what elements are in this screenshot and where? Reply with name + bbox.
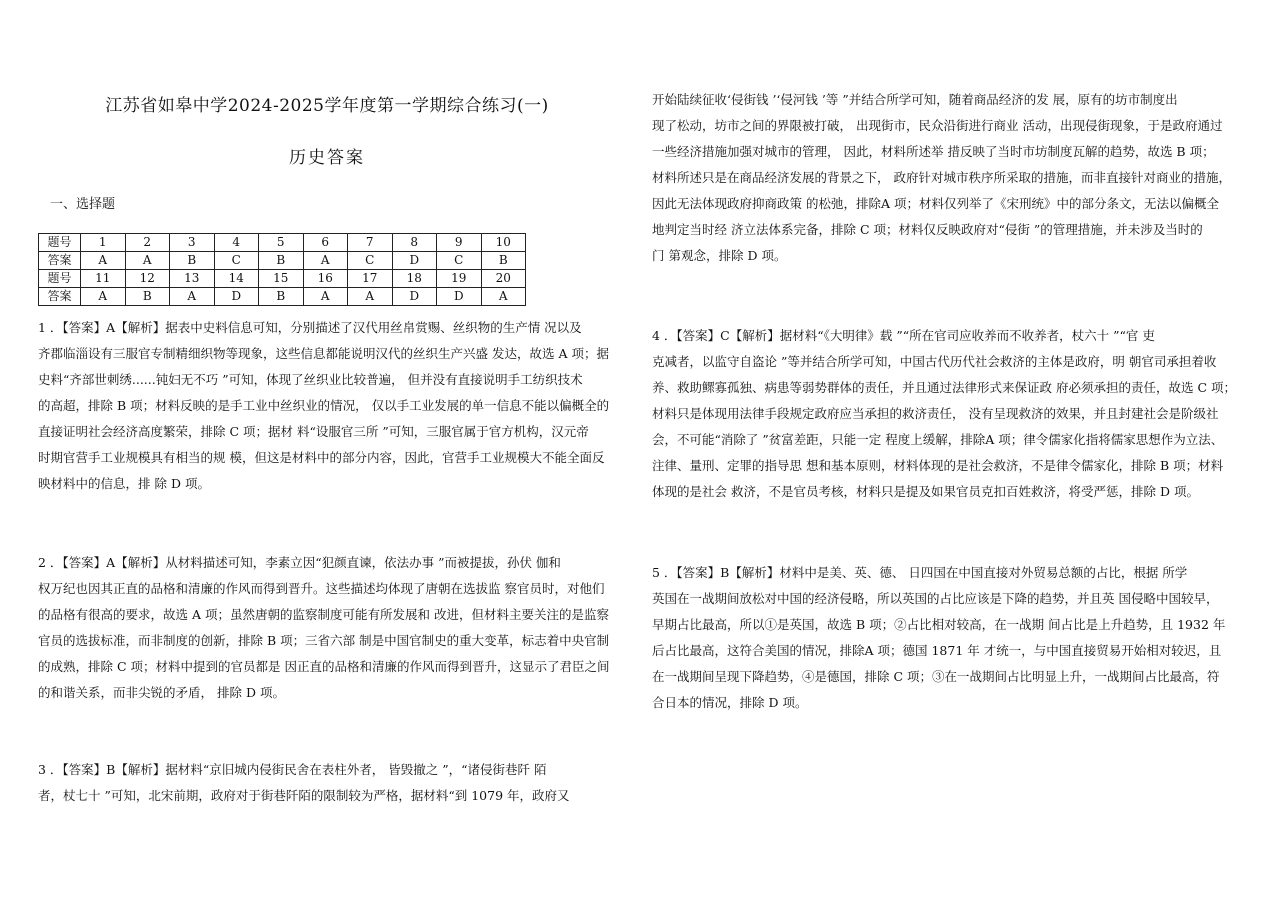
paragraph-line: 1 ．【答案】A【解析】据表中史料信息可知，分别描述了汉代用丝帛赏赐、丝织物的生产情 况以及 (38, 320, 582, 335)
document-subtitle: 历史答案 (289, 148, 365, 168)
table-cell: 6 (303, 234, 348, 252)
table-cell: 18 (392, 270, 437, 288)
table-cell: 19 (437, 270, 482, 288)
paragraph-line: 体现的是社会 救济，不是官员考核，材料只是提及如果官员克扣百姓救济，将受严惩，排除 D 项。 (652, 484, 1199, 499)
table-row (39, 288, 526, 306)
table-cell: 11 (81, 270, 126, 288)
paragraph-line: 的品格有很高的要求，故选 A 项；虽然唐朝的监察制度可能有所发展和 改进，但材料主要关注的是监察 (38, 607, 609, 622)
table-row (39, 252, 526, 270)
paragraph-line: 注律、量刑、定罪的指导思 想和基本原则，材料体现的是社会救济，不是律令儒家化，排除 B 项；材料 (652, 458, 1224, 473)
table-cell: 4 (214, 234, 259, 252)
section-heading: 一、选择题 (50, 197, 116, 212)
table-cell: B (125, 288, 170, 306)
table-cell: B (481, 252, 526, 270)
paragraph-line: 材料只是体现用法律手段规定政府应当承担的救济责任， 没有呈现救济的效果，并且封建社会是阶级社 (652, 406, 1219, 421)
table-cell: 14 (214, 270, 259, 288)
table-cell: 5 (259, 234, 304, 252)
table-cell: D (392, 288, 437, 306)
table-cell: 7 (348, 234, 393, 252)
table-cell: A (481, 288, 526, 306)
document-title: 江苏省如皋中学2024-2025学年度第一学期综合练习(一) (105, 96, 549, 116)
table-cell: A (125, 252, 170, 270)
answer-explanation-5 (652, 560, 1248, 716)
table-cell: D (214, 288, 259, 306)
answer-explanation-2 (38, 550, 616, 706)
paragraph-line: 早期占比最高，所以①是英国，故选 B 项；②占比相对较高，在一战期 间占比是上升趋势，且 1932 年 (652, 617, 1226, 632)
table-row-header: 答案 (39, 288, 81, 306)
paragraph-line: 映材料中的信息，排 除 D 项。 (38, 476, 210, 491)
table-cell: A (303, 252, 348, 270)
paragraph-line: 者，杖七十 ”可知，北宋前期，政府对于街巷阡陌的限制较为严格，据材料“到 1079 年，政府又 (38, 788, 570, 803)
paragraph-line: 时期官营手工业规模具有相当的规 模，但这是材料中的部分内容，因此，官营手工业规模大不能全面反 (38, 450, 605, 465)
table-row-header: 题号 (39, 270, 81, 288)
paragraph-line: 史料“齐部世刺绣......钝妇无不巧 ”可知，体现了丝织业比较普遍， 但并没有直接说明手工纺织技术 (38, 372, 583, 387)
table-row (39, 234, 526, 252)
paragraph-line: 的成熟，排除 C 项；材料中提到的官员都是 因正直的品格和清廉的作风而得到晋升，这显示了君臣之间 (38, 659, 610, 674)
table-cell: B (170, 252, 215, 270)
paragraph-line: 官员的选拔标准，而非制度的创新，排除 B 项；三省六部 制是中国官制史的重大变革，标志着中央官制 (38, 633, 610, 648)
table-cell: 17 (348, 270, 393, 288)
table-cell: 1 (81, 234, 126, 252)
table-cell: 20 (481, 270, 526, 288)
paragraph-line: 4 ．【答案】C【解析】据材料“《大明律》载 ”“所在官司应收养而不收养者，杖六十 ”“官 吏 (652, 328, 1155, 343)
paragraph-line: 合日本的情况，排除 D 项。 (652, 695, 808, 710)
paragraph-line: 材料所述只是在商品经济发展的背景之下， 政府针对城市秩序所采取的措施，而非直接针对商业的措施， (652, 170, 1231, 185)
table-cell: A (348, 288, 393, 306)
table-cell: 9 (437, 234, 482, 252)
table-cell: B (259, 252, 304, 270)
table-cell: C (348, 252, 393, 270)
paragraph-line: 后占比最高，这符合美国的情况，排除A 项；德国 1871 年 才统一，与中国直接贸易开始相对较迟，且 (652, 643, 1222, 658)
paragraph-line: 3 ．【答案】B【解析】据材料“京旧城内侵街民舍在表柱外者， 皆毁撤之 ”，“诸侵街巷阡 陌 (38, 762, 547, 777)
table-cell: 13 (170, 270, 215, 288)
paragraph-line: 现了松动，坊市之间的界限被打破， 出现街市，民众沿街进行商业 活动，出现侵街现象，于是政府通过 (652, 118, 1223, 133)
table-cell: 3 (170, 234, 215, 252)
answer-explanation-4 (652, 323, 1248, 505)
paragraph-line: 英国在一战期间放松对中国的经济侵略，所以英国的占比应该是下降的趋势，并且英 国侵略中国较早， (652, 591, 1219, 606)
paragraph-line: 因此无法体现政府抑商政策 的松弛，排除A 项；材料仅列举了《宋刑统》中的部分条文，无法以偏概全 (652, 196, 1219, 211)
answer-explanation-1 (38, 315, 616, 497)
paragraph-line: 的高超，排除 B 项；材料反映的是手工业中丝织业的情况， 仅以手工业发展的单一信息不能以偏概全的 (38, 398, 610, 413)
paragraph-line: 在一战期间呈现下降趋势，④是德国，排除 C 项；③在一战期间占比明显上升，一战期间占比最高，符 (652, 669, 1220, 684)
paragraph-line: 齐郡临淄设有三服官专制精细织物等现象，这些信息都能说明汉代的丝织生产兴盛 发达，故选 A 项；据 (38, 346, 609, 361)
paragraph-line: 2 ．【答案】A【解析】从材料描述可知，李素立因“犯颜直谏，依法办事 ”而被提拔，孙伏 伽和 (38, 555, 561, 570)
table-cell: A (81, 252, 126, 270)
paragraph-line: 一些经济措施加强对城市的管理， 因此，材料所述举 措反映了当时市坊制度瓦解的趋势，故选 B 项； (652, 144, 1215, 159)
paragraph-line: 的和谐关系，而非尖锐的矛盾， 排除 D 项。 (38, 685, 285, 700)
table-cell: A (170, 288, 215, 306)
table-cell: B (259, 288, 304, 306)
table-cell: C (214, 252, 259, 270)
paragraph-line: 门 第观念，排除 D 项。 (652, 248, 787, 263)
table-cell: D (392, 252, 437, 270)
paragraph-line: 养、救助鳏寡孤独、病患等弱势群体的责任，并且通过法律形式来保证政 府必须承担的责任，故选 C 项； (652, 380, 1236, 395)
answer-table (38, 233, 526, 306)
paragraph-line: 地判定当时经 济立法体系完备，排除 C 项；材料仅反映政府对“侵街 ”的管理措施，并未涉及当时的 (652, 222, 1203, 237)
table-row-header: 题号 (39, 234, 81, 252)
table-row-header: 答案 (39, 252, 81, 270)
table-row (39, 270, 526, 288)
answer-explanation-3-continued (652, 87, 1248, 269)
paragraph-line: 克减者，以监守自盗论 ”等并结合所学可知，中国古代历代社会救济的主体是政府，明 朝官司承担着收 (652, 354, 1217, 369)
table-cell: 10 (481, 234, 526, 252)
paragraph-line: 会，不可能“消除了 ”贫富差距，只能一定 程度上缓解，排除A 项；律令儒家化指将儒家思想作为立法、 (652, 432, 1224, 447)
table-cell: 2 (125, 234, 170, 252)
table-cell: D (437, 288, 482, 306)
table-cell: 12 (125, 270, 170, 288)
paragraph-line: 5 ．【答案】B【解析】材料中是美、英、德、 日四国在中国直接对外贸易总额的占比，根据 所学 (652, 565, 1188, 580)
paragraph-line: 开始陆续征收‘侵街钱 ’‘侵河钱 ’等 ”并结合所学可知，随着商品经济的发 展，原有的坊市制度出 (652, 92, 1178, 107)
table-cell: 15 (259, 270, 304, 288)
table-cell: A (303, 288, 348, 306)
paragraph-line: 直接证明社会经济高度繁荣，排除 C 项；据材 料“设服官三所 ”可知，三服官属于官方机构，汉元帝 (38, 424, 589, 439)
table-cell: A (81, 288, 126, 306)
table-cell: 8 (392, 234, 437, 252)
paragraph-line: 权万纪也因其正直的品格和清廉的作风而得到晋升。这些描述均体现了唐朝在选拔监 察官员时，对他们 (38, 581, 605, 596)
table-cell: C (437, 252, 482, 270)
answer-explanation-3 (38, 757, 616, 809)
table-cell: 16 (303, 270, 348, 288)
